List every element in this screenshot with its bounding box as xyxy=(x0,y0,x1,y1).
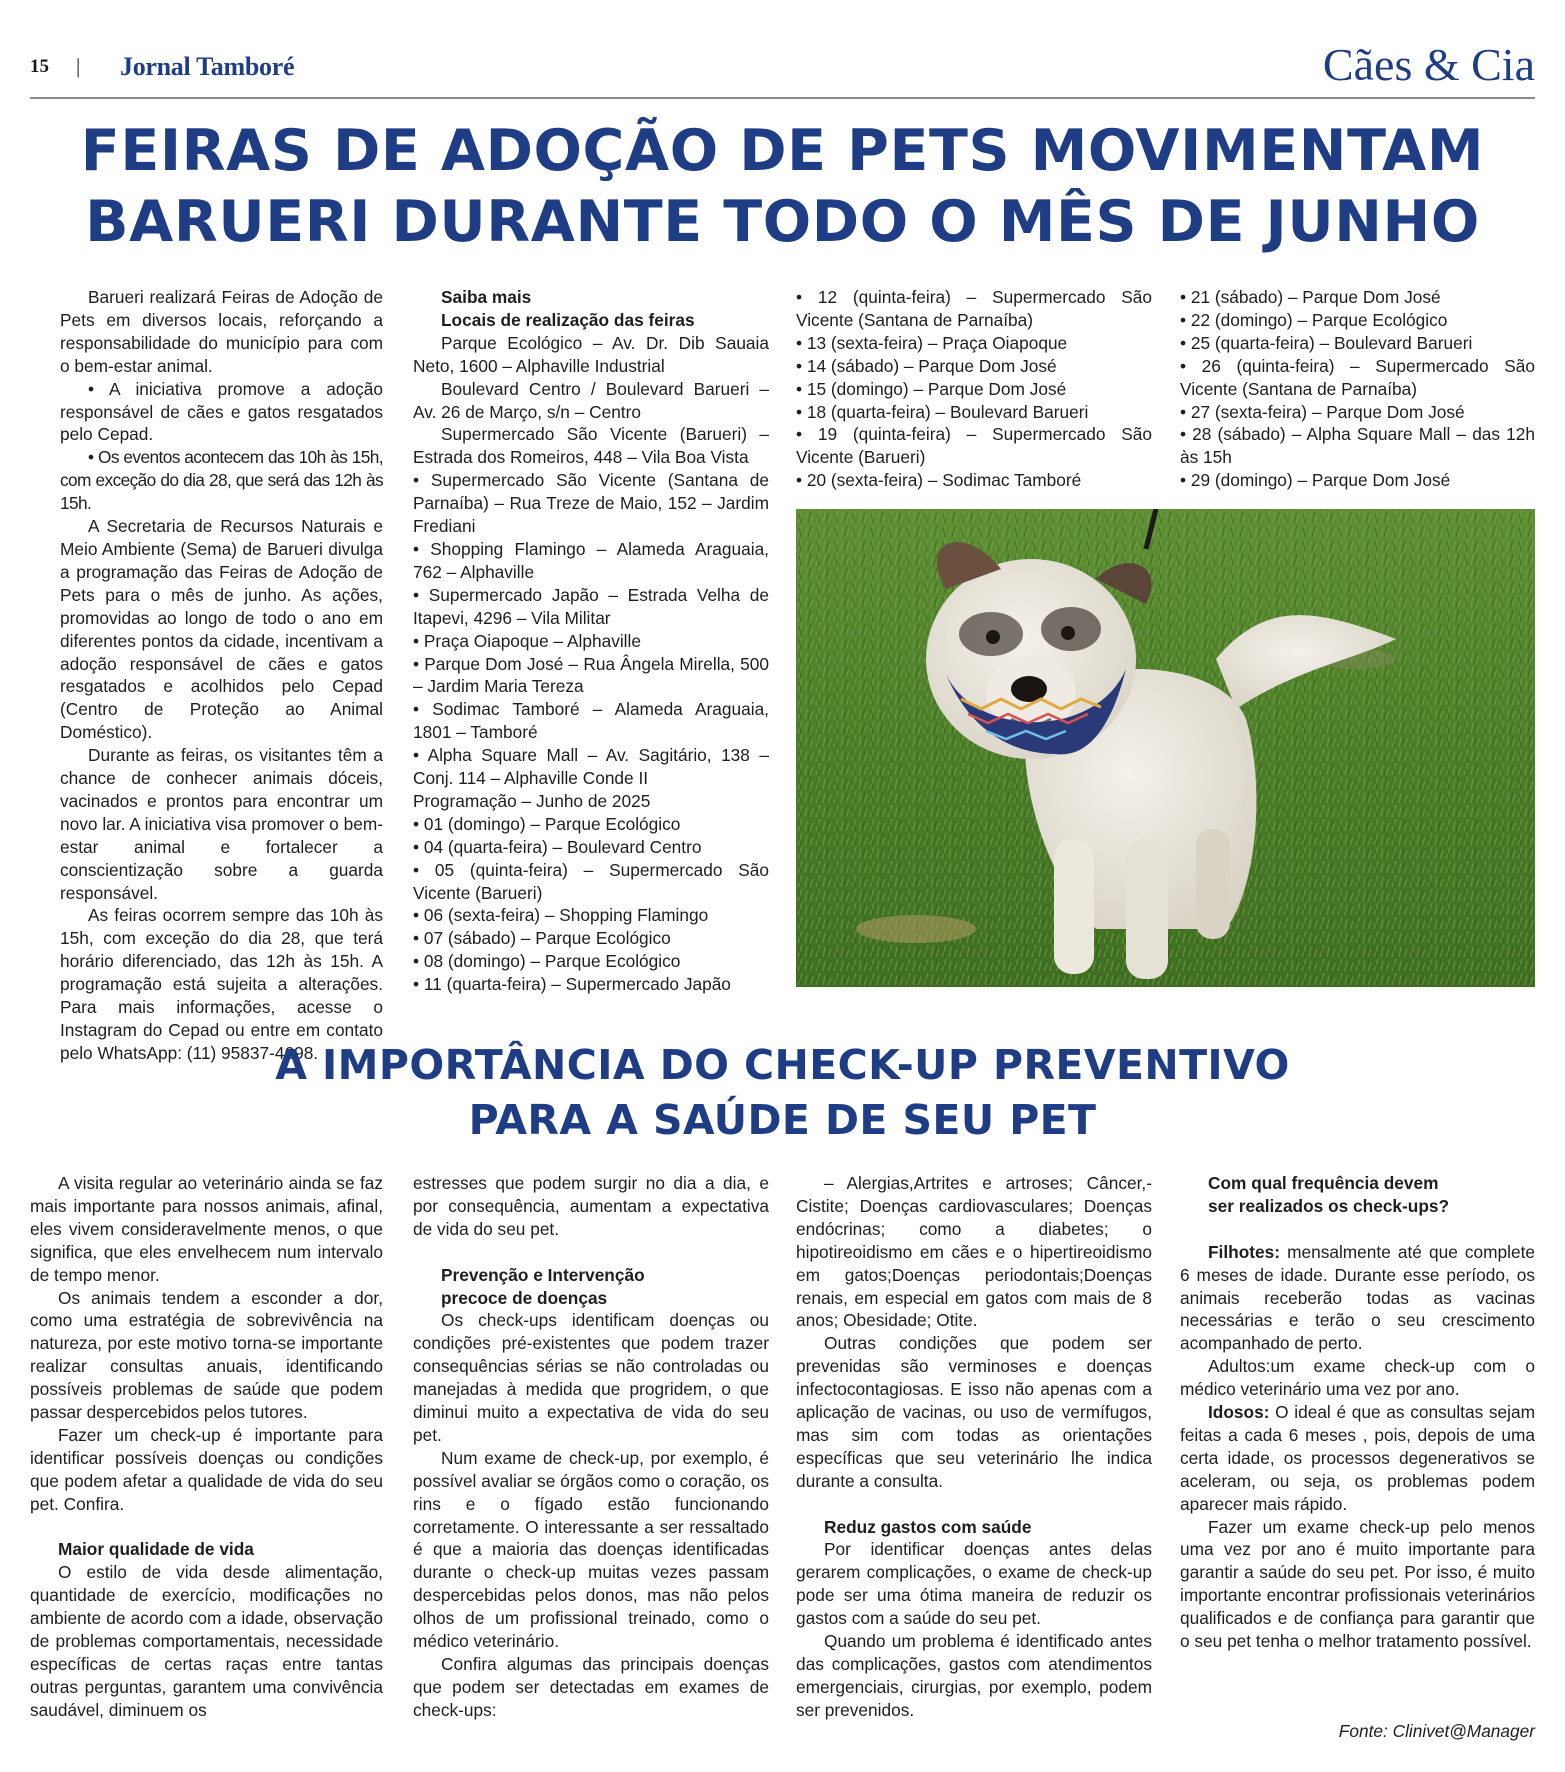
schedule-item: • 14 (sábado) – Parque Dom José xyxy=(796,355,1057,376)
subhead-prevencao-line2: precoce de doenças xyxy=(441,1287,608,1308)
schedule-item: • 08 (domingo) – Parque Ecológico xyxy=(413,951,681,972)
venue-item: • Supermercado São Vicente (Santana de Parnaíba) – Rua Treze de Maio, 152 – Jardim Frediani xyxy=(413,470,769,537)
schedule-item: • 26 (quinta-feira) – Supermercado São Vicente (Santana de Parnaíba) xyxy=(1180,355,1535,399)
paragraph-gap xyxy=(413,1241,769,1264)
schedule-item: • 07 (sábado) – Parque Ecológico xyxy=(413,928,671,949)
article2-paragraph: Fazer um exame check-up pelo menos uma vez por ano é muito importante para garantir a saúde do seu pet. Por isso, é muito importante encontrar profissionais veterinários qualificados e de confiança para garantir que o seu pet tenha o melhor tratamento possível. xyxy=(1180,1516,1535,1652)
section-title: Cães & Cia xyxy=(1322,39,1535,90)
article1-headline-line2: BARUERI DURANTE TODO O MÊS DE JUNHO xyxy=(85,189,1480,255)
source-credit: Fonte: Clinivet@Manager xyxy=(1338,1721,1535,1741)
article2-paragraph: Num exame de check-up, por exemplo, é possível avaliar se órgãos como o coração, os rins e o fígado estão funcionando corretamente. O interessante a ser ressaltado é que a maioria das doenças identificadas durante o check-up muitas vezes passam despercebidas pelos donos, mas não pelos olhos de um profissional treinado, como o médico veterinário. xyxy=(413,1447,769,1652)
schedule-item: • 29 (domingo) – Parque Dom José xyxy=(1180,470,1451,491)
schedule-item: • 19 (quinta-feira) – Supermercado São Vicente (Barueri) xyxy=(796,424,1152,468)
article2-paragraph: Quando um problema é identificado antes das complicações, gastos com atendimentos emergenciais, cirurgias, por exemplo, podem ser prevenidos. xyxy=(796,1631,1152,1720)
article1-column-3 xyxy=(796,286,1152,492)
schedule-item: • 27 (sexta-feira) – Parque Dom José xyxy=(1180,401,1465,422)
article1-bullet: • Os eventos acontecem das 10h às 15h, com exceção do dia 28, que será das 12h às 15h. xyxy=(60,447,383,514)
schedule-item: • 13 (sexta-feira) – Praça Oiapoque xyxy=(796,332,1068,353)
schedule-item: • 06 (sexta-feira) – Shopping Flamingo xyxy=(413,905,709,926)
adultos-paragraph: Adultos:um exame check-up com o médico veterinário uma vez por ano. xyxy=(1180,1356,1535,1400)
schedule-item: • 15 (domingo) – Parque Dom José xyxy=(796,378,1067,399)
article2-column-4 xyxy=(1180,1172,1535,1653)
schedule-item: • 22 (domingo) – Parque Ecológico xyxy=(1180,309,1448,330)
schedule-item: • 04 (quarta-feira) – Boulevard Centro xyxy=(413,836,702,857)
article2-paragraph: Os animais tendem a esconder a dor, como uma estratégia de sobrevivência na natureza, por este motivo torna-se importante realizar consultas anuais, identificando possíveis problemas de saúde que podem passar despercebidos pelos tutores. xyxy=(30,1287,383,1423)
schedule-item: • 20 (sexta-feira) – Sodimac Tamboré xyxy=(796,470,1082,491)
saiba-mais-heading: Saiba mais xyxy=(441,287,532,307)
article2-column-1 xyxy=(30,1172,383,1722)
paragraph-gap xyxy=(1180,1218,1535,1241)
article2-paragraph: Por identificar doenças antes delas gerarem complicações, o exame de check-up pode ser uma ótima maneira de reduzir os gastos com a saúde do seu pet. xyxy=(796,1539,1152,1629)
page-number: 15 xyxy=(30,56,49,77)
schedule-item: • 11 (quarta-feira) – Supermercado Japão xyxy=(413,974,731,995)
paragraph-gap xyxy=(30,1516,383,1539)
subhead-gastos: Reduz gastos com saúde xyxy=(824,1516,1032,1537)
idosos-label: Idosos: xyxy=(1208,1402,1270,1423)
article2-headline-line2: PARA A SAÚDE DE SEU PET xyxy=(468,1096,1097,1144)
page-header xyxy=(30,39,1535,96)
venue-item: • Supermercado Japão – Estrada Velha de Itapevi, 4296 – Vila Militar xyxy=(413,584,769,628)
article2-column-3 xyxy=(796,1172,1152,1722)
schedule-item: • 12 (quinta-feira) – Supermercado São Vicente (Santana de Parnaíba) xyxy=(796,287,1152,330)
programacao-heading: Programação – Junho de 2025 xyxy=(413,790,651,811)
schedule-item: • 01 (domingo) – Parque Ecológico xyxy=(413,813,681,834)
dog-illustration xyxy=(796,509,1535,987)
venue-item: Supermercado São Vicente (Barueri) – Estrada dos Romeiros, 448 – Vila Boa Vista xyxy=(413,424,769,468)
venue-item: • Parque Dom José – Rua Ângela Mirella, 500 – Jardim Maria Tereza xyxy=(413,653,769,697)
header-divider xyxy=(30,97,1535,99)
article2-paragraph: O estilo de vida desde alimentação, quantidade de exercício, modificações no ambiente de acordo com a idade, observação de problemas comportamentais, necessidade específicas de certas raças entre tantas outras perguntas, garantem uma convivência saudável, diminuem os xyxy=(30,1562,383,1720)
article1-bullet: • A iniciativa promove a adoção responsável de cães e gatos resgatados pelo Cepad. xyxy=(60,378,383,445)
article2-column-2 xyxy=(413,1172,769,1722)
article2-paragraph: Confira algumas das principais doenças que podem ser detectadas em exames de check-ups: xyxy=(413,1654,769,1720)
newspaper-logo: Jornal Tamboré xyxy=(120,52,295,81)
schedule-item: • 25 (quarta-feira) – Boulevard Barueri xyxy=(1180,332,1473,353)
schedule-item: • 18 (quarta-feira) – Boulevard Barueri xyxy=(796,401,1089,422)
subhead-qualidade: Maior qualidade de vida xyxy=(58,1539,254,1560)
article2-headline-line1: A IMPORTÂNCIA DO CHECK-UP PREVENTIVO xyxy=(275,1041,1290,1089)
article2-paragraph: estresses que podem surgir no dia a dia, e por consequência, aumentam a expectativa de vida do seu pet. xyxy=(413,1173,769,1239)
article2-headline xyxy=(30,1038,1535,1148)
venue-item: • Alpha Square Mall – Av. Sagitário, 138 – Conj. 114 – Alphaville Conde II xyxy=(413,745,769,789)
article1-paragraph: Durante as feiras, os visitantes têm a chance de conhecer animais dóceis, vacinados e prontos para encontrar um novo lar. A iniciativa visa promover o bem-estar animal e fortalecer a conscientização sobre a guarda responsável. xyxy=(60,745,383,903)
venue-item: • Sodimac Tamboré – Alameda Araguaia, 1801 – Tamboré xyxy=(413,699,769,743)
article2-paragraph: – Alergias,Artrites e artroses; Câncer,-Cistite; Doenças cardiovasculares; Doenças endócrinas; como a diabetes; o hipotireoidismo em cães e o hipertireoidismo em gatos;Doenças periodontais;Doenças renais, em especial em gatos com mais de 8 anos; Obesidade; Otite. xyxy=(796,1173,1152,1331)
venue-item: • Praça Oiapoque – Alphaville xyxy=(413,630,641,651)
subhead-prevencao-line1: Prevenção e Intervenção xyxy=(441,1264,645,1285)
schedule-item: • 28 (sábado) – Alpha Square Mall – das 12h às 15h xyxy=(1180,424,1535,468)
venue-item: Parque Ecológico – Av. Dr. Dib Sauaia Neto, 1600 – Alphaville Industrial xyxy=(413,332,769,376)
article1-headline xyxy=(30,116,1535,258)
article1-paragraph: Barueri realizará Feiras de Adoção de Pets em diversos locais, reforçando a responsabilidade do município para com o bem-estar animal. xyxy=(60,287,383,376)
schedule-item: • 21 (sábado) – Parque Dom José xyxy=(1180,287,1441,307)
article1-column-4 xyxy=(1180,286,1535,492)
subhead-frequencia-line1: Com qual frequência devem xyxy=(1208,1173,1439,1193)
venue-item: • Shopping Flamingo – Alameda Araguaia, 762 – Alphaville xyxy=(413,538,769,582)
subhead-frequencia-line2: ser realizados os check-ups? xyxy=(1208,1195,1450,1216)
article1-headline-line1: FEIRAS DE ADOÇÃO DE PETS MOVIMENTAM xyxy=(80,118,1485,184)
idosos-text: O ideal é que as consultas sejam feitas a cada 6 meses , pois, depois de uma certa idade, os processos degenerativos se aceleram, ou seja, os problemas podem aparecer mais rápido. xyxy=(1180,1402,1535,1514)
idosos-paragraph xyxy=(1180,1401,1535,1516)
article1-paragraph: A Secretaria de Recursos Naturais e Meio Ambiente (Sema) de Barueri divulga a programação das Feiras de Adoção de Pets para o mês de junho. As ações, promovidas ao longo de todo o ano em diferentes pontos da cidade, incentivam a adoção responsável de cães e gatos resgatados e acolhidos pelo Cepad (Centro de Proteção ao Animal Doméstico). xyxy=(60,516,383,743)
article2-paragraph: A visita regular ao veterinário ainda se faz mais importante para nossos animais, afinal, eles vivem consideravelmente menos, o que significa, que eles envelhecem num intervalo de tempo menor. xyxy=(30,1173,383,1285)
paragraph-gap xyxy=(796,1493,1152,1516)
header-separator: | xyxy=(76,54,81,78)
article1-column-1 xyxy=(60,286,383,1065)
locais-heading: Locais de realização das feiras xyxy=(441,309,695,330)
article2-paragraph: Fazer um check-up é importante para identificar possíveis doenças ou condições que podem afetar a qualidade de vida do seu pet. Confira. xyxy=(30,1424,383,1514)
filhotes-text: mensalmente até que complete 6 meses de idade. Durante esse período, os animais receberão todas as vacinas necessárias e terão o seu crescimento acompanhado de perto. xyxy=(1180,1241,1535,1354)
schedule-item: • 05 (quinta-feira) – Supermercado São Vicente (Barueri) xyxy=(413,859,769,903)
dog-photo xyxy=(796,509,1535,987)
filhotes-paragraph xyxy=(1180,1241,1535,1356)
venue-item: Boulevard Centro / Boulevard Barueri – Av. 26 de Março, s/n – Centro xyxy=(413,378,769,422)
article2-paragraph: Outras condições que podem ser prevenidas são verminoses e doenças infectocontagiosas. E isso não apenas com a aplicação de vacinas, ou uso de vermífugos, mas sim com todas as orientações específicas que seu veterinário lhe indica durante a consulta. xyxy=(796,1333,1152,1491)
article1-paragraph: As feiras ocorrem sempre das 10h às 15h, com exceção do dia 28, que terá horário diferenciado, das 12h às 15h. A programação está sujeita a alterações. Para mais informações, acesse o Instagram do Cepad ou entre em contato pelo WhatsApp: (11) 95837-4698. xyxy=(60,905,383,1063)
article1-column-2 xyxy=(413,286,769,996)
filhotes-label: Filhotes: xyxy=(1208,1241,1281,1262)
article2-paragraph: Os check-ups identificam doenças ou condições pré-existentes que podem trazer consequências sérias se não controladas ou manejadas à medida que progridem, o que diminui muito a expectativa de vida do seu pet. xyxy=(413,1310,769,1445)
